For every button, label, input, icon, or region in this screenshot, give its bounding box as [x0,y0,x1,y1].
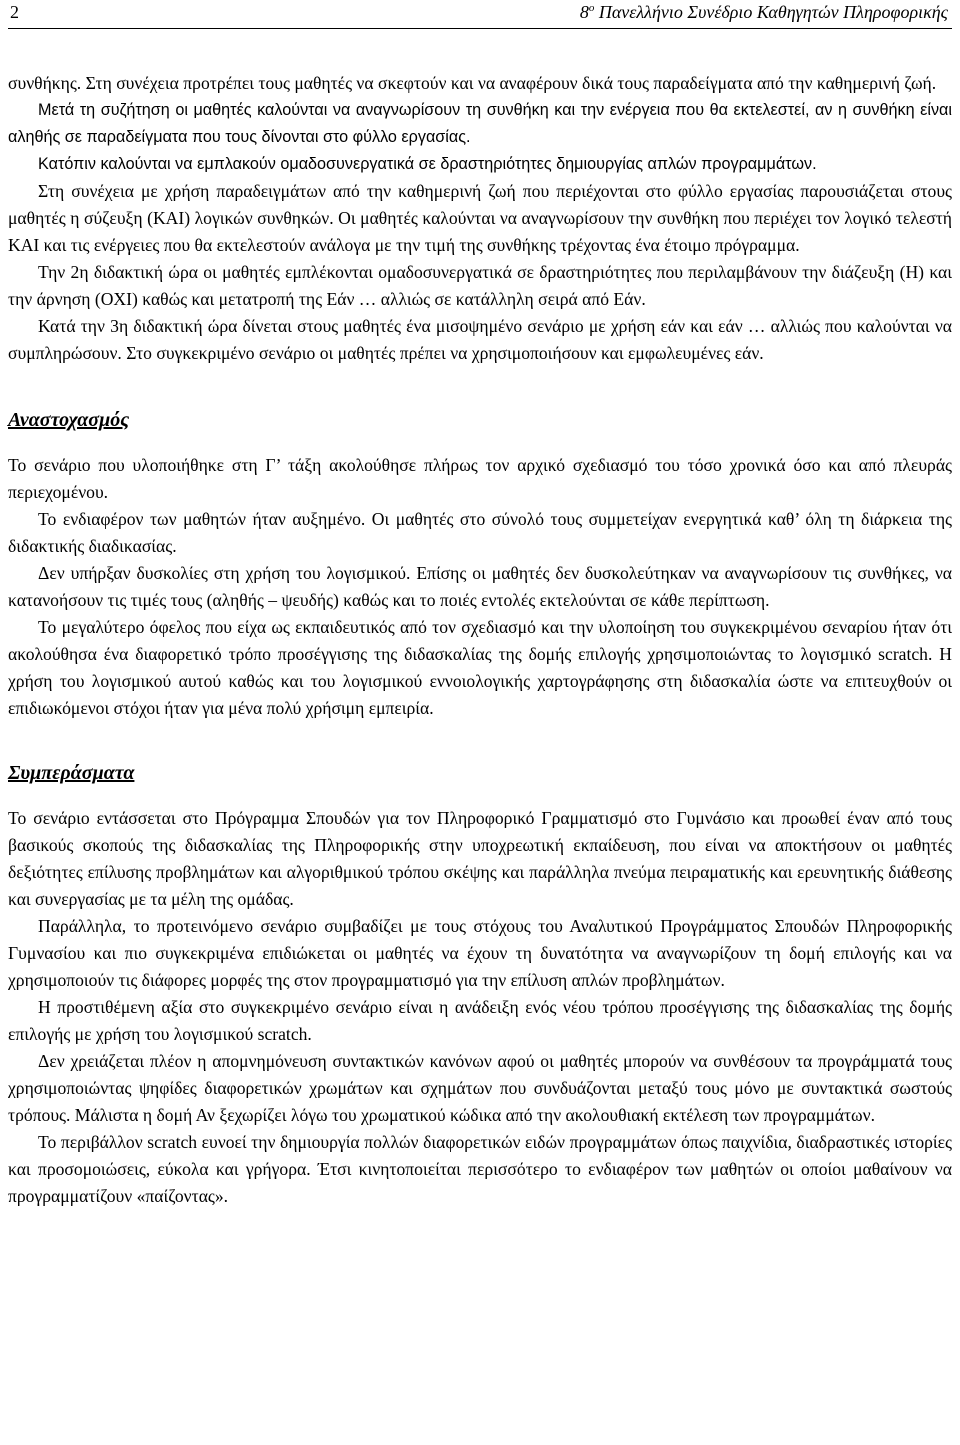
reflection-paragraph-1: Το σενάριο που υλοποιήθηκε στη Γ’ τάξη ακολούθησε πλήρως τον αρχικό σχεδιασμό του τόσο χρονικά όσο και από πλευράς περιεχομένου. [8,455,952,502]
reflection-paragraph-2: Το ενδιαφέρον των μαθητών ήταν αυξημένο. Οι μαθητές στο σύνολό τους συμμετείχαν ενεργητικά καθ’ όλη τη διάρκεια της διδακτικής διαδικασίας. [8,509,952,556]
intro-paragraph-1: συνθήκης. Στη συνέχεια προτρέπει τους μαθητές να σκεφτούν και να αναφέρουν δικά τους παραδείγματα από την καθημερινή ζωή. [8,73,937,93]
running-title-rest: Πανελλήνιο Συνέδριο Καθηγητών Πληροφορικής [594,2,948,22]
intro-paragraph-6: Κατά την 3η διδακτική ώρα δίνεται στους μαθητές ένα μισοψημένο σενάριο με χρήση εάν και εάν … αλλιώς που καλούνται να συμπληρώσουν. Στο συγκεκριμένο σενάριο οι μαθητές πρέπει να χρησιμοποιήσουν και εμφωλευμένες εάν. [8,316,952,363]
conclusions-paragraph-5: Το περιβάλλον scratch ευνοεί την δημιουργία πολλών διαφορετικών ειδών προγραμμάτων όπως παιχνίδια, διαδραστικές ιστορίες και προσομοιώσεις, εύκολα και γρήγορα. Έτσι κινητοποιείται περισσότερο το ενδιαφέρον των μαθητών οι οποίοι μαθαίνουν να προγραμματίζουν «παίζοντας». [8,1132,952,1206]
section-heading-conclusions: Συμπεράσματα [8,762,135,784]
running-title-sup: ο [588,2,595,14]
intro-paragraph-3: Κατόπιν καλούνται να εμπλακούν ομαδοσυνεργατικά σε δραστηριότητες δημιουργίας απλών προγραμμάτων. [38,155,817,173]
page-header [8,0,952,29]
page-number: 2 [10,2,19,22]
page-body [8,70,952,1210]
intro-paragraph-5: Την 2η διδακτική ώρα οι μαθητές εμπλέκονται ομαδοσυνεργατικά σε δραστηριότητες που περιλαμβάνουν την διάζευξη (Η) και την άρνηση (ΟΧΙ) καθώς και μετατροπή της Εάν … αλλιώς σε κατάλληλη σειρά από Εάν. [8,262,952,309]
conclusions-paragraph-1: Το σενάριο εντάσσεται στο Πρόγραμμα Σπουδών για τον Πληροφορικό Γραμματισμό στο Γυμνάσιο και προωθεί έναν από τους βασικούς σκοπούς της διδασκαλίας της Πληροφορικής στην υποχρεωτική εκπαίδευση, που είναι να αποκτήσουν οι μαθητές δεξιότητες επίλυσης προβλημάτων και αλγοριθμικού τρόπου σκέψης και παράλληλα πνεύμα πειραματικής και ερευνητικής διάθεσης και συνεργασίας με τα μέλη της ομάδας. [8,808,952,909]
intro-paragraph-4: Στη συνέχεια με χρήση παραδειγμάτων από την καθημερινή ζωή που περιέχονται στο φύλλο εργασίας παρουσιάζεται στους μαθητές η σύζευξη (ΚΑΙ) λογικών συνθηκών. Οι μαθητές καλούνται να αναγνωρίσουν την συνθήκη που περιέχει τον λογικό τελεστή ΚΑΙ και τις ενέργειες που θα εκτελεστούν ανάλογα με την τιμή της συνθήκης τρέχοντας ένα έτοιμο πρόγραμμα. [8,181,952,255]
intro-paragraph-2: Μετά τη συζήτηση οι μαθητές καλούνται να αναγνωρίσουν τη συνθήκη και την ενέργεια που θα εκτελεστεί, αν η συνθήκη είναι αληθής σε παραδείγματα που τους δίνονται στο φύλλο εργασίας. [8,101,952,146]
conclusions-paragraph-2: Παράλληλα, το προτεινόμενο σενάριο συμβαδίζει με τους στόχους του Αναλυτικού Προγράμματος Σπουδών Πληροφορικής Γυμνασίου και πιο συγκεκριμένα επιδιώκεται οι μαθητές να έχουν τη δυνατότητα να αναγνωρίζουν τη δομή επιλογής και να χρησιμοποιούν τις διάφορες μορφές της στον προγραμματισμό για την επίλυση απλών προβλημάτων. [8,916,952,990]
running-title [580,2,948,23]
running-title-prefix: 8 [579,2,589,22]
reflection-paragraph-4: Το μεγαλύτερο όφελος που είχα ως εκπαιδευτικός από τον σχεδιασμό και την υλοποίηση του συγκεκριμένου σεναρίου ήταν ότι ακολούθησα ένα διαφορετικό τρόπο προσέγγισης της διδασκαλίας της δομής επιλογής χρησιμοποιώντας το λογισμικό scratch. Η χρήση του λογισμικού αυτού καθώς και του λογισμικού εννοιολογικής χαρτογράφησης στη διδασκαλία ώστε να επιτευχθούν οι επιδιωκόμενοι στόχοι ήταν για μένα πολύ χρήσιμη εμπειρία. [8,617,952,718]
conclusions-paragraph-4: Δεν χρειάζεται πλέον η απομνημόνευση συντακτικών κανόνων αφού οι μαθητές μπορούν να συνθέσουν τα προγράμματά τους χρησιμοποιώντας ψηφίδες διαφορετικών χρωμάτων και σχημάτων που συνδυάζονται μεταξύ τους μόνο με συντακτικά σωστούς τρόπους. Μάλιστα η δομή Αν ξεχωρίζει λόγω του χρωματικού κώδικα από την ακολουθιακή εκτέλεση των προγραμμάτων. [8,1051,952,1125]
conclusions-paragraph-3: Η προστιθέμενη αξία στο συγκεκριμένο σενάριο είναι η ανάδειξη ενός νέου τρόπου προσέγγισης της διδασκαλίας της δομής επιλογής με χρήση του λογισμικού scratch. [8,997,952,1044]
reflection-paragraph-3: Δεν υπήρξαν δυσκολίες στη χρήση του λογισμικού. Επίσης οι μαθητές δεν δυσκολεύτηκαν να αναγνωρίσουν τις συνθήκες, να κατανοήσουν τις τιμές τους (αληθής – ψευδής) καθώς και το ποιές εντολές εκτελούνται σε κάθε περίπτωση. [8,563,952,610]
section-heading-reflection: Αναστοχασμός [8,409,130,431]
